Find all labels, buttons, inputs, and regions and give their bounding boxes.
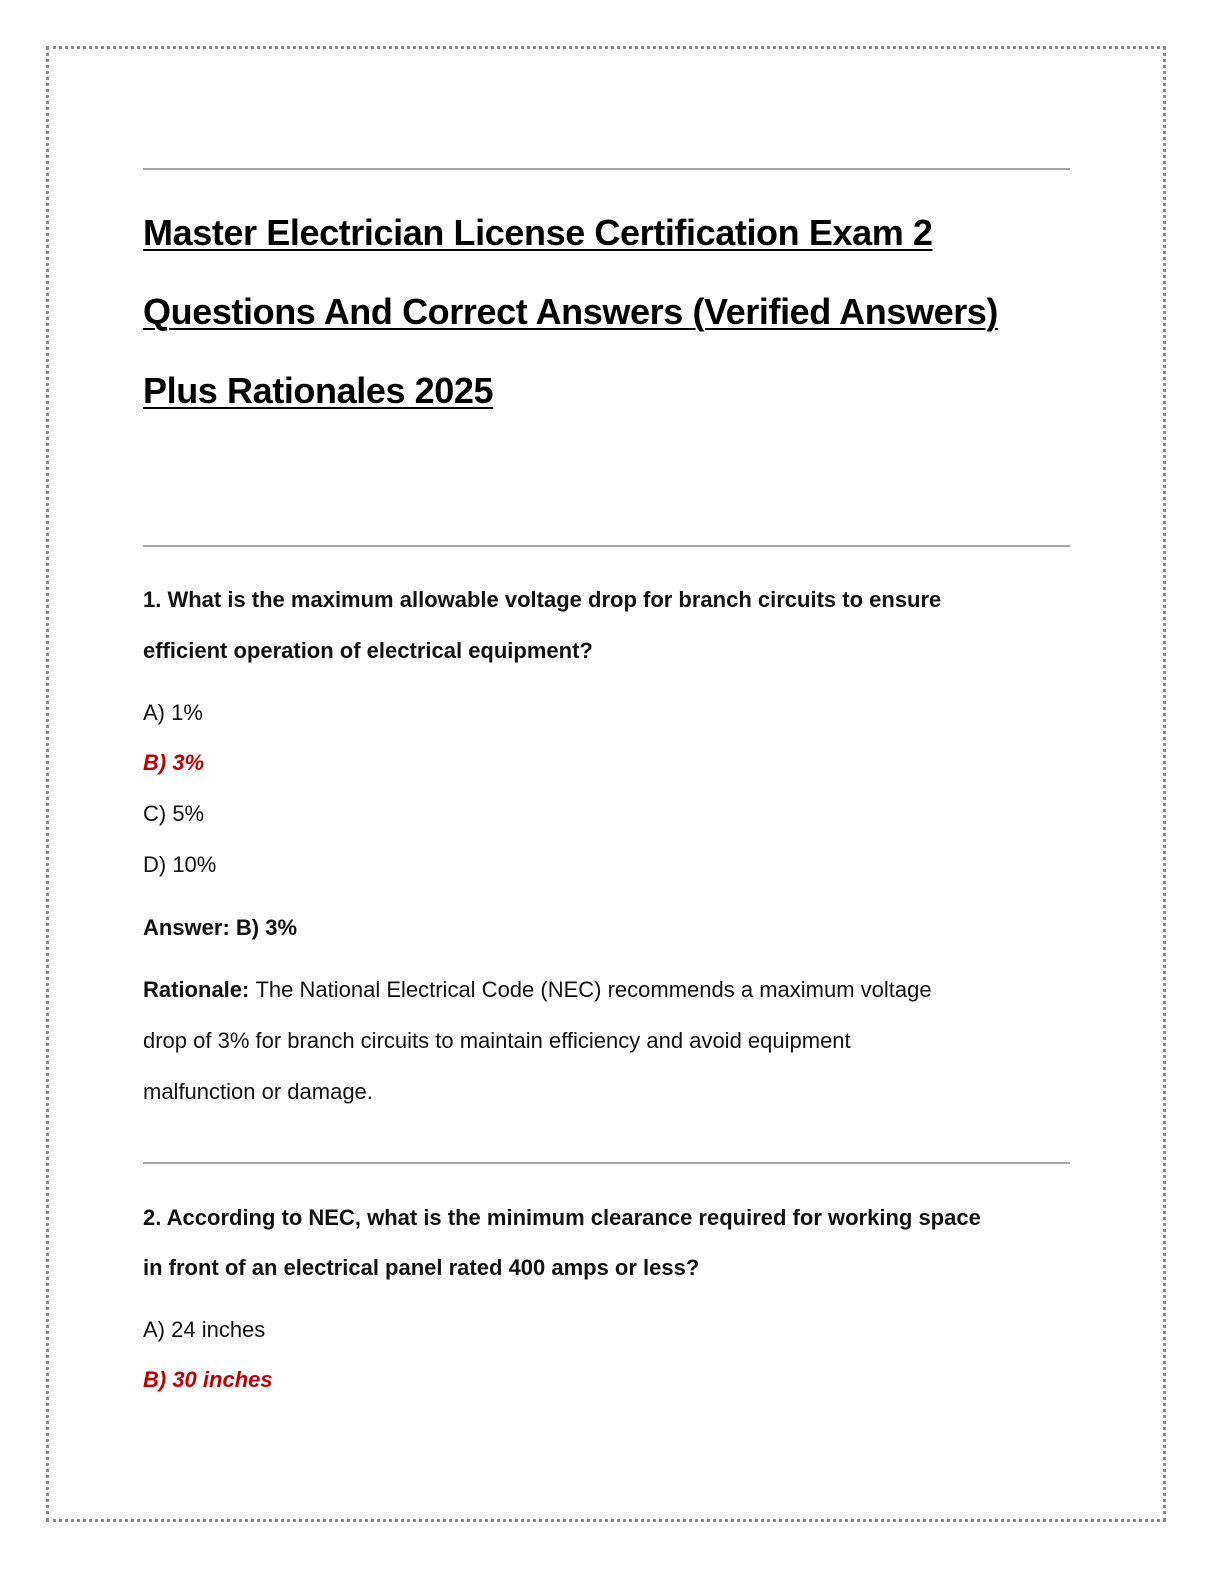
question-2-text-line-1: 2. According to NEC, what is the minimum clearance required for working space bbox=[143, 1205, 981, 1230]
question-1-answer: Answer: B) 3% bbox=[143, 915, 298, 940]
question-divider bbox=[143, 1162, 1070, 1164]
rationale-text: The National Electrical Code (NEC) recommends a maximum voltage bbox=[255, 977, 932, 1002]
section-divider bbox=[143, 545, 1070, 547]
question-1-text-line-1: 1. What is the maximum allowable voltage drop for branch circuits to ensure bbox=[143, 587, 942, 612]
rationale-label: Rationale: bbox=[143, 977, 256, 1002]
page-border bbox=[46, 46, 1166, 1522]
question-1-option-b-correct: B) 3% bbox=[143, 750, 205, 775]
question-1-rationale-line-3: malfunction or damage. bbox=[143, 1079, 373, 1104]
question-1-rationale-line-1 bbox=[143, 977, 932, 1003]
question-1-rationale-line-2: drop of 3% for branch circuits to maintain efficiency and avoid equipment bbox=[143, 1028, 851, 1053]
question-1-text-line-2: efficient operation of electrical equipment? bbox=[143, 638, 593, 663]
question-1-option-a: A) 1% bbox=[143, 700, 203, 725]
question-2-option-b-correct: B) 30 inches bbox=[143, 1367, 273, 1392]
top-divider bbox=[143, 168, 1070, 170]
question-2-option-a: A) 24 inches bbox=[143, 1317, 266, 1342]
question-1-option-c: C) 5% bbox=[143, 801, 205, 826]
document-title-line-2: Questions And Correct Answers (Verified Answers) bbox=[143, 291, 999, 332]
document-title-line-3: Plus Rationales 2025 bbox=[143, 370, 494, 411]
question-2-text-line-2: in front of an electrical panel rated 400 amps or less? bbox=[143, 1255, 700, 1280]
document-title-line-1: Master Electrician License Certification Exam 2 bbox=[143, 212, 933, 253]
question-1-option-d: D) 10% bbox=[143, 852, 217, 877]
